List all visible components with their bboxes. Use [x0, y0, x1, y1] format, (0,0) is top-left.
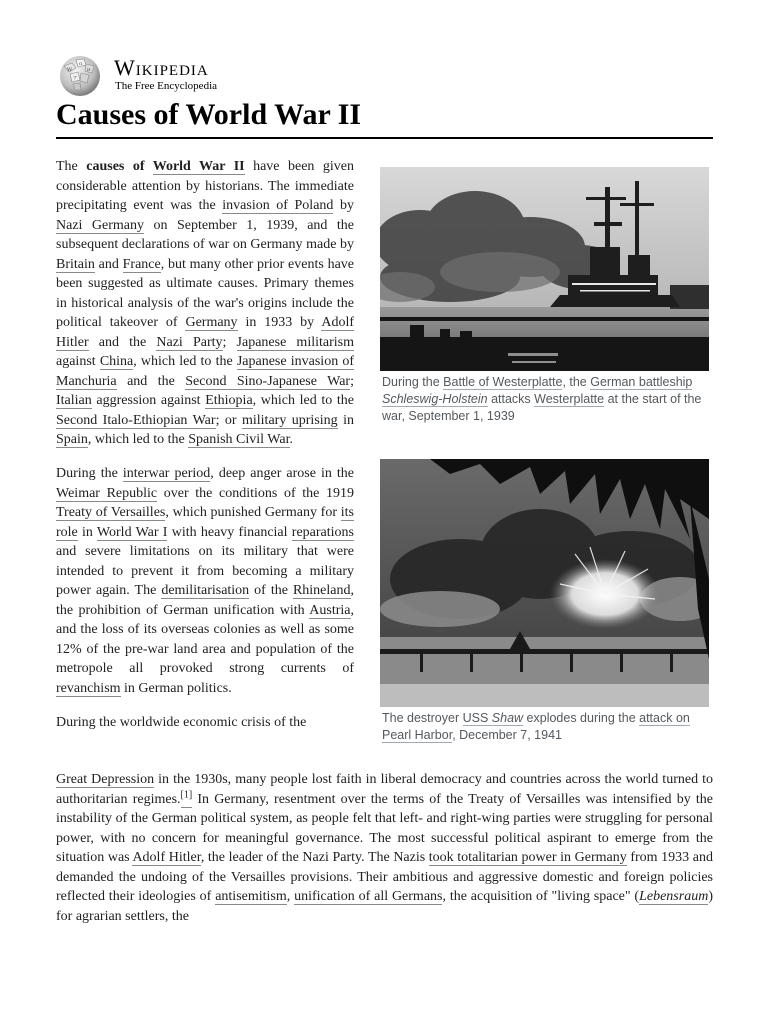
text-run: in [77, 524, 97, 540]
text-run: and [94, 256, 123, 272]
article-link[interactable]: interwar period [122, 466, 211, 481]
text-run: have been given considerable attention by historians. The immediate precipitating event was the [56, 159, 355, 213]
article-link[interactable]: Spain [56, 432, 88, 447]
text-run: in 1933 by [237, 315, 322, 330]
text-run: at the start of the war, September 1, 1939 [382, 392, 702, 423]
article-link[interactable]: Great Depression [56, 772, 155, 787]
caption-pearl-harbor [382, 710, 706, 744]
text-run: , but many other prior events have been suggested as ultimate causes. Primary themes in historical analysis of the war's origins include the political takeover of [56, 256, 354, 330]
article-link[interactable]: German battleship [590, 375, 693, 389]
text-run: over the conditions of the 1919 [157, 485, 354, 501]
text-run: , which led to the [133, 354, 237, 369]
paragraph-interwar [56, 464, 354, 698]
article-link[interactable]: antisemitism [215, 889, 287, 904]
svg-text:Ω: Ω [79, 61, 83, 66]
text-run: , the prohibition of German unification with [56, 583, 354, 618]
text-run: of the [249, 583, 293, 598]
article-column [56, 157, 354, 747]
text-run: and the [88, 334, 157, 350]
text-run: , the leader of the Nazi Party. The Nazis [200, 850, 429, 865]
article-link[interactable]: Germany [185, 315, 238, 330]
article-link[interactable]: Italian [56, 393, 92, 408]
article-link[interactable]: Japanese militarism [236, 334, 354, 350]
article-link[interactable]: Weimar Republic [56, 485, 158, 501]
text-run: , December 7, 1941 [452, 728, 562, 742]
article-link[interactable]: unification of all Germans [294, 889, 443, 904]
article-link[interactable]: Shaw [491, 711, 524, 725]
text-run: ; [350, 373, 354, 389]
article-link[interactable]: World War I [96, 524, 168, 540]
text-run: on September 1, 1939, and the subsequent declarations of war on Germany made by [56, 217, 354, 252]
article-link[interactable]: attack on Pearl Harbor [382, 711, 690, 742]
article-link[interactable]: Adolf Hitler [56, 315, 354, 350]
article-link[interactable]: USS [462, 711, 492, 725]
article-link[interactable]: invasion of Poland [222, 198, 334, 213]
text-run: from 1933 and demanded the undoing of the Versailles provisions. Their ambitious and aggressive domestic and foreign policies reflected their ideologies of [56, 850, 713, 904]
article-link[interactable]: Nazi Party [156, 334, 223, 350]
text-run: and severe limitations on its military that were intended to prevent it from becoming a military power again. The [56, 544, 354, 598]
text-run: , which punished Germany for [165, 505, 341, 520]
article-link[interactable]: Battle of Westerplatte [443, 375, 563, 389]
wikipedia-wordmark[interactable]: Wikipedia [114, 55, 209, 80]
paragraph-intro [56, 157, 354, 450]
text-run: , which led to the [87, 432, 189, 447]
text-run: ; [222, 334, 237, 350]
article-link[interactable]: Britain [56, 256, 95, 272]
article-link[interactable]: its role [56, 505, 354, 540]
text-run: against [56, 354, 100, 369]
article-link[interactable]: Second Sino-Japanese War [185, 373, 351, 389]
text-run: During the [56, 466, 123, 481]
article-link[interactable]: Japanese invasion of Manchuria [56, 354, 355, 389]
citation-link[interactable]: [1] [181, 792, 193, 808]
article-link[interactable]: Spanish Civil War [188, 432, 290, 447]
article-link[interactable]: demilitarisation [161, 583, 250, 598]
text-run: . [289, 432, 293, 447]
text-run: During the [382, 375, 444, 389]
svg-text:W: W [67, 67, 73, 73]
article-link[interactable]: Second Italo-Ethiopian War [56, 412, 216, 428]
article-link[interactable]: Ethiopia [205, 393, 253, 408]
text-run: causes of [86, 159, 153, 174]
article-link[interactable]: China [99, 354, 134, 369]
uss-shaw-explosion-photo[interactable] [380, 459, 709, 707]
text-run: In Germany, resentment over the terms of the Treaty of Versailles was intensified by the instability of the German political system, as people felt that left- and right-wing parties were struggling for personal power, with no concern for meaningful governance. The most successful political aspirant to emerge from the situation was [56, 791, 713, 865]
text-run: ) for agrarian settlers, the [56, 889, 713, 924]
article-link[interactable]: took totalitarian power in Germany [428, 850, 627, 865]
article-link[interactable]: Adolf Hitler [132, 850, 201, 865]
text-run: with heavy financial [167, 524, 292, 540]
svg-text:ア: ア [73, 75, 77, 80]
text-run: ; or [215, 412, 242, 428]
article-link[interactable]: World War II [152, 159, 245, 174]
wikipedia-globe-logo[interactable] [56, 54, 104, 98]
battleship-photo[interactable] [380, 167, 709, 371]
article-link[interactable]: Nazi Germany [56, 217, 144, 233]
text-run: The destroyer [382, 711, 463, 725]
text-run: and the [116, 373, 186, 389]
title-divider [56, 137, 713, 139]
text-run: in the 1930s, many people lost faith in liberal democracy and countries across the world turned to authoritarian regimes. [56, 772, 713, 807]
text-run: explodes during the [523, 711, 640, 725]
page-title: Causes of World War II [56, 98, 362, 131]
text-run: , and the loss of its overseas colonies as well as some 12% of the pre-war land area and population of the metropole all provoked strong currents of [56, 602, 354, 676]
article-link[interactable]: Treaty of Versailles [56, 505, 166, 520]
article-link[interactable]: reparations [291, 524, 354, 540]
text-run: , the acquisition of "living space" ( [442, 889, 640, 904]
caption-westerplatte [382, 374, 706, 425]
paragraph-depression [56, 770, 713, 926]
article-link[interactable]: military uprising [242, 412, 338, 428]
article-link[interactable]: Lebensraum [639, 889, 709, 904]
svg-text:И: И [87, 67, 91, 72]
text-run: , [286, 889, 295, 904]
wikipedia-tagline: The Free Encyclopedia [115, 80, 218, 92]
paragraph-depression-start: During the worldwide economic crisis of the [56, 714, 307, 730]
figure-pearl-harbor [380, 459, 709, 744]
article-link[interactable]: Rhineland [292, 583, 351, 598]
text-run: in [337, 412, 354, 428]
article-link[interactable]: revanchism [56, 680, 121, 696]
text-run: The [56, 159, 87, 174]
text-run: by [333, 198, 354, 213]
text-run: aggression against [91, 393, 206, 408]
text-run: in German politics. [120, 680, 232, 696]
article-link[interactable]: Schleswig-Holstein [382, 392, 488, 406]
article-link[interactable]: France [122, 256, 161, 272]
figure-westerplatte [380, 167, 709, 425]
article-link[interactable]: Westerplatte [534, 392, 605, 406]
article-link[interactable]: Austria [309, 602, 351, 618]
text-run: , the [562, 375, 591, 389]
text-run: , which led to the [252, 393, 355, 408]
text-run: attacks [487, 392, 535, 406]
text-run: , deep anger arose in the [210, 466, 354, 481]
